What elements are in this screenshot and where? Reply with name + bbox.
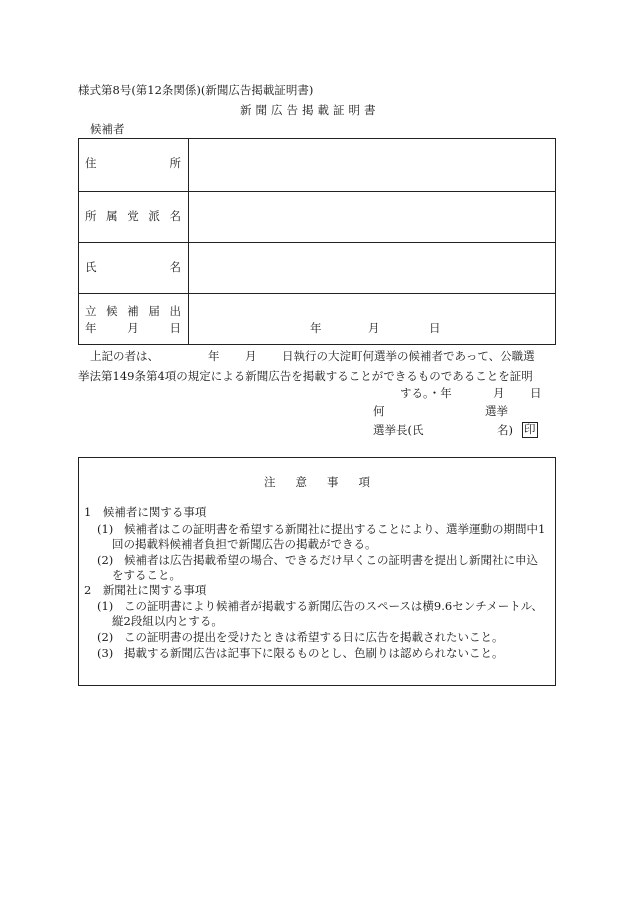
notes-title: 注意事項 <box>264 475 390 489</box>
party-label-cell <box>79 192 189 242</box>
notes-s1-item1-line2: 回の掲載料候補者負担で新聞広告の掲載ができる。 <box>112 537 377 551</box>
notes-s2-item1-line2: 縦2段組以内とする。 <box>112 614 223 628</box>
filing-label-line1: 立候補届出 <box>85 304 181 318</box>
filing-date-month: 月 <box>368 321 380 335</box>
election-name: 何 <box>373 404 385 418</box>
notes-box <box>78 457 556 686</box>
cert-line3-start: する。・年 <box>400 386 452 400</box>
notes-section2-heading: 2 新聞社に関する事項 <box>84 583 207 597</box>
table-row-filing-date <box>79 293 555 344</box>
notes-s1-item1-num: (1) <box>97 522 114 536</box>
party-label: 所属党派名 <box>85 209 181 223</box>
notes-s2-item3-num: (3) <box>97 646 114 660</box>
filing-label-line2: 年月日 <box>85 321 181 335</box>
candidate-info-table <box>78 138 556 345</box>
candidate-label: 候補者 <box>90 122 125 136</box>
table-row-address <box>79 139 555 191</box>
form-number: 様式第8号(第12条関係)(新聞広告掲載証明書) <box>78 83 314 97</box>
election-manager-label: 選挙長(氏 <box>373 423 424 437</box>
seal-box <box>522 422 538 438</box>
notes-s1-item2-line2: をすること。 <box>112 568 181 582</box>
notes-s1-item2-line1: 候補者は広告掲載希望の場合、できるだけ早くこの証明書を提出し新聞社に申込 <box>124 553 538 567</box>
cert-line1-year: 年 <box>208 349 220 363</box>
notes-section1-heading: 1 候補者に関する事項 <box>84 505 207 519</box>
address-label-cell <box>79 139 189 191</box>
table-row-name <box>79 242 555 293</box>
document-title: 新聞広告掲載証明書 <box>240 103 380 117</box>
notes-s2-item2-num: (2) <box>97 630 114 644</box>
election-manager-suffix: 名) <box>497 423 513 437</box>
address-label: 住所 <box>85 156 181 170</box>
notes-s2-item3-line1: 掲載する新聞広告は記事下に限るものとし、色刷りは認められないこと。 <box>124 646 504 660</box>
cert-line1-month: 月 <box>245 349 257 363</box>
filing-date-day: 日 <box>429 321 441 335</box>
notes-s1-item2-num: (2) <box>97 553 114 567</box>
name-label-cell <box>79 243 189 293</box>
cert-line2: 挙法第149条第4項の規定による新聞広告を掲載することができるものであることを証明 <box>78 369 533 383</box>
notes-s2-item2-line1: この証明書の提出を受けたときは希望する日に広告を掲載されたいこと。 <box>124 630 504 644</box>
cert-line1-start: 上記の者は、 <box>90 349 159 363</box>
name-label: 氏名 <box>85 260 181 274</box>
notes-s2-item1-num: (1) <box>97 599 114 613</box>
seal-mark: 印 <box>524 422 536 436</box>
table-row-party <box>79 191 555 242</box>
filing-date-year: 年 <box>310 321 322 335</box>
filing-date-label-cell <box>79 294 189 344</box>
election-suffix: 選挙 <box>485 404 508 418</box>
cert-line3-day: 日 <box>530 386 542 400</box>
cert-line1-end: 日執行の大淀町何選挙の候補者であって、公職選 <box>282 349 535 363</box>
cert-line3-month: 月 <box>493 386 505 400</box>
notes-s2-item1-line1: この証明書により候補者が掲載する新聞広告のスペースは横9.6センチメートル、 <box>124 599 543 613</box>
notes-s1-item1-line1: 候補者はこの証明書を希望する新聞社に提出することにより、選挙運動の期間中1 <box>124 522 546 536</box>
